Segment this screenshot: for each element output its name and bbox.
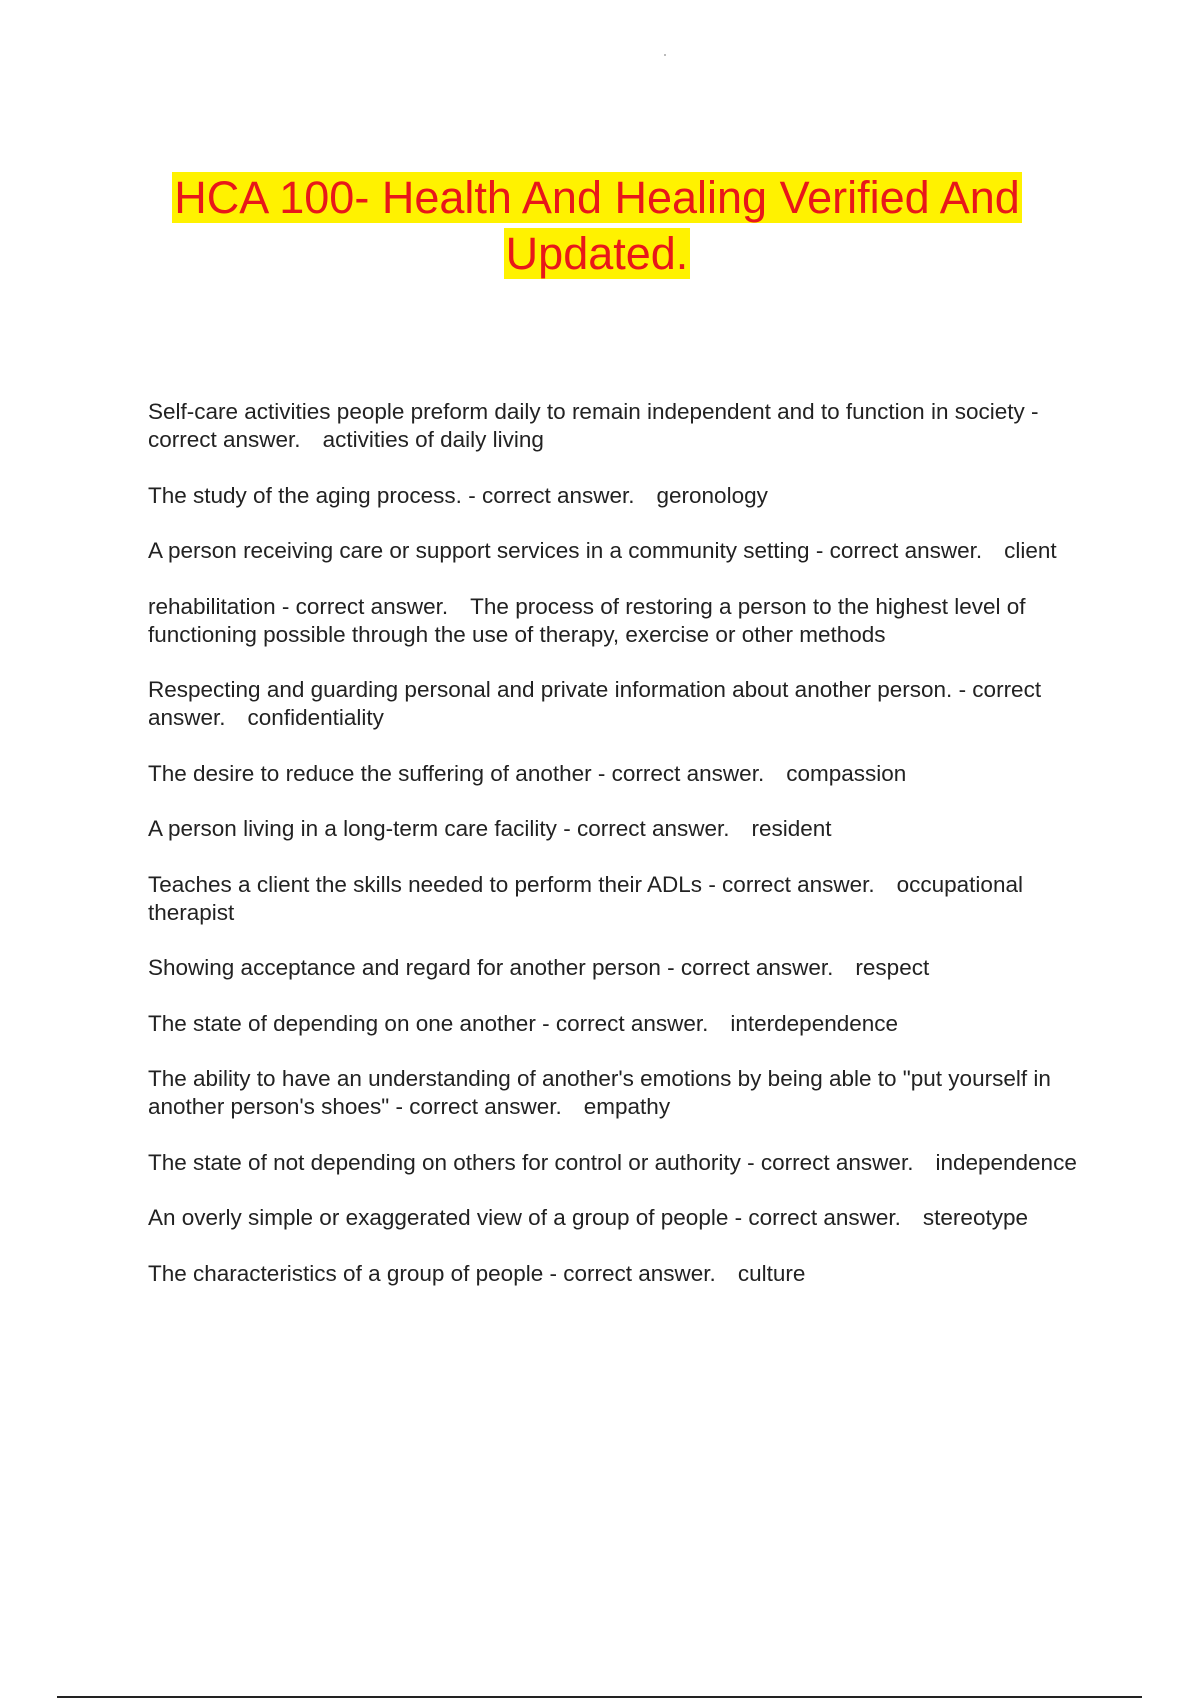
qa-marker: - correct answer. — [734, 1205, 901, 1230]
qa-marker: - correct answer. — [708, 871, 875, 897]
qa-prompt: The characteristics of a group of people — [148, 1260, 544, 1286]
qa-answer: empathy — [583, 1094, 671, 1119]
qa-entry — [148, 815, 1098, 843]
qa-entry — [148, 1260, 1098, 1288]
qa-entry — [148, 482, 1098, 510]
qa-marker: - correct answer. — [667, 955, 834, 980]
qa-marker: - correct answer. — [597, 760, 765, 786]
qa-prompt: Showing acceptance and regard for another person — [148, 955, 661, 980]
qa-entry — [148, 954, 1098, 982]
qa-prompt: The desire to reduce the suffering of another — [148, 760, 592, 786]
qa-answer: client — [1004, 538, 1057, 563]
qa-marker: - correct answer. — [542, 1010, 709, 1036]
qa-marker: - correct answer. — [148, 399, 1039, 452]
qa-prompt: The study of the aging process. — [148, 482, 462, 508]
qa-prompt: A person living in a long-term care facility — [148, 816, 557, 841]
qa-answer: stereotype — [922, 1205, 1028, 1230]
qa-answer: interdependence — [730, 1010, 899, 1036]
qa-answer: confidentiality — [247, 705, 384, 730]
qa-marker: - correct answer. — [468, 482, 635, 508]
qa-marker: - correct answer. — [549, 1260, 716, 1286]
qa-answer: culture — [737, 1260, 806, 1286]
qa-entry — [148, 593, 1098, 649]
qa-answer: activities of daily living — [322, 427, 544, 452]
scan-speck — [664, 54, 666, 56]
qa-prompt: Teaches a client the skills needed to perform their ADLs — [148, 871, 703, 897]
qa-marker: - correct answer. — [563, 816, 730, 841]
qa-answer: resident — [751, 816, 832, 841]
qa-entry — [148, 1010, 1098, 1038]
document-page — [50, 0, 1144, 1500]
qa-prompt: The state of not depending on others for control or authority — [148, 1149, 741, 1175]
qa-answer: geronology — [656, 482, 768, 508]
qa-prompt: The ability to have an understanding of another's emotions by being able to "put yourself in another person's shoes" — [148, 1066, 1051, 1119]
qa-entry — [148, 676, 1098, 732]
qa-entry — [148, 537, 1098, 565]
document-title — [150, 170, 1044, 282]
qa-prompt: rehabilitation — [148, 593, 276, 619]
qa-marker: - correct answer. — [815, 538, 983, 563]
qa-answer: respect — [855, 955, 930, 980]
qa-marker: - correct answer. — [395, 1094, 562, 1119]
footer-rule — [57, 1696, 1142, 1698]
qa-prompt: Self-care activities people preform daily to remain independent and to function in society — [148, 399, 1025, 424]
qa-prompt: An overly simple or exaggerated view of a group of people — [148, 1205, 729, 1230]
qa-entry — [148, 760, 1098, 788]
qa-entry — [148, 1149, 1098, 1177]
qa-prompt: The state of depending on one another — [148, 1010, 536, 1036]
title-line-2: Updated. — [505, 228, 689, 279]
qa-answer: occupational therapist — [148, 871, 1023, 925]
qa-entry — [148, 1065, 1098, 1121]
qa-marker: - correct answer. — [281, 593, 449, 619]
qa-answer: The process of restoring a person to the highest level of functioning possible through the use of therapy, exercise or other methods — [148, 593, 1026, 647]
title-line-1: HCA 100- Health And Healing Verified And — [174, 172, 1020, 223]
qa-marker: - correct answer. — [148, 677, 1042, 730]
qa-prompt: Respecting and guarding personal and private information about another person. — [148, 677, 953, 702]
qa-prompt: A person receiving care or support services in a community setting — [148, 538, 810, 563]
qa-entry — [148, 1204, 1098, 1232]
flashcard-list — [148, 398, 1098, 1315]
qa-answer: compassion — [786, 760, 907, 786]
qa-marker: - correct answer. — [747, 1149, 914, 1175]
qa-entry — [148, 871, 1098, 927]
qa-answer: independence — [935, 1149, 1077, 1175]
qa-entry — [148, 398, 1098, 454]
